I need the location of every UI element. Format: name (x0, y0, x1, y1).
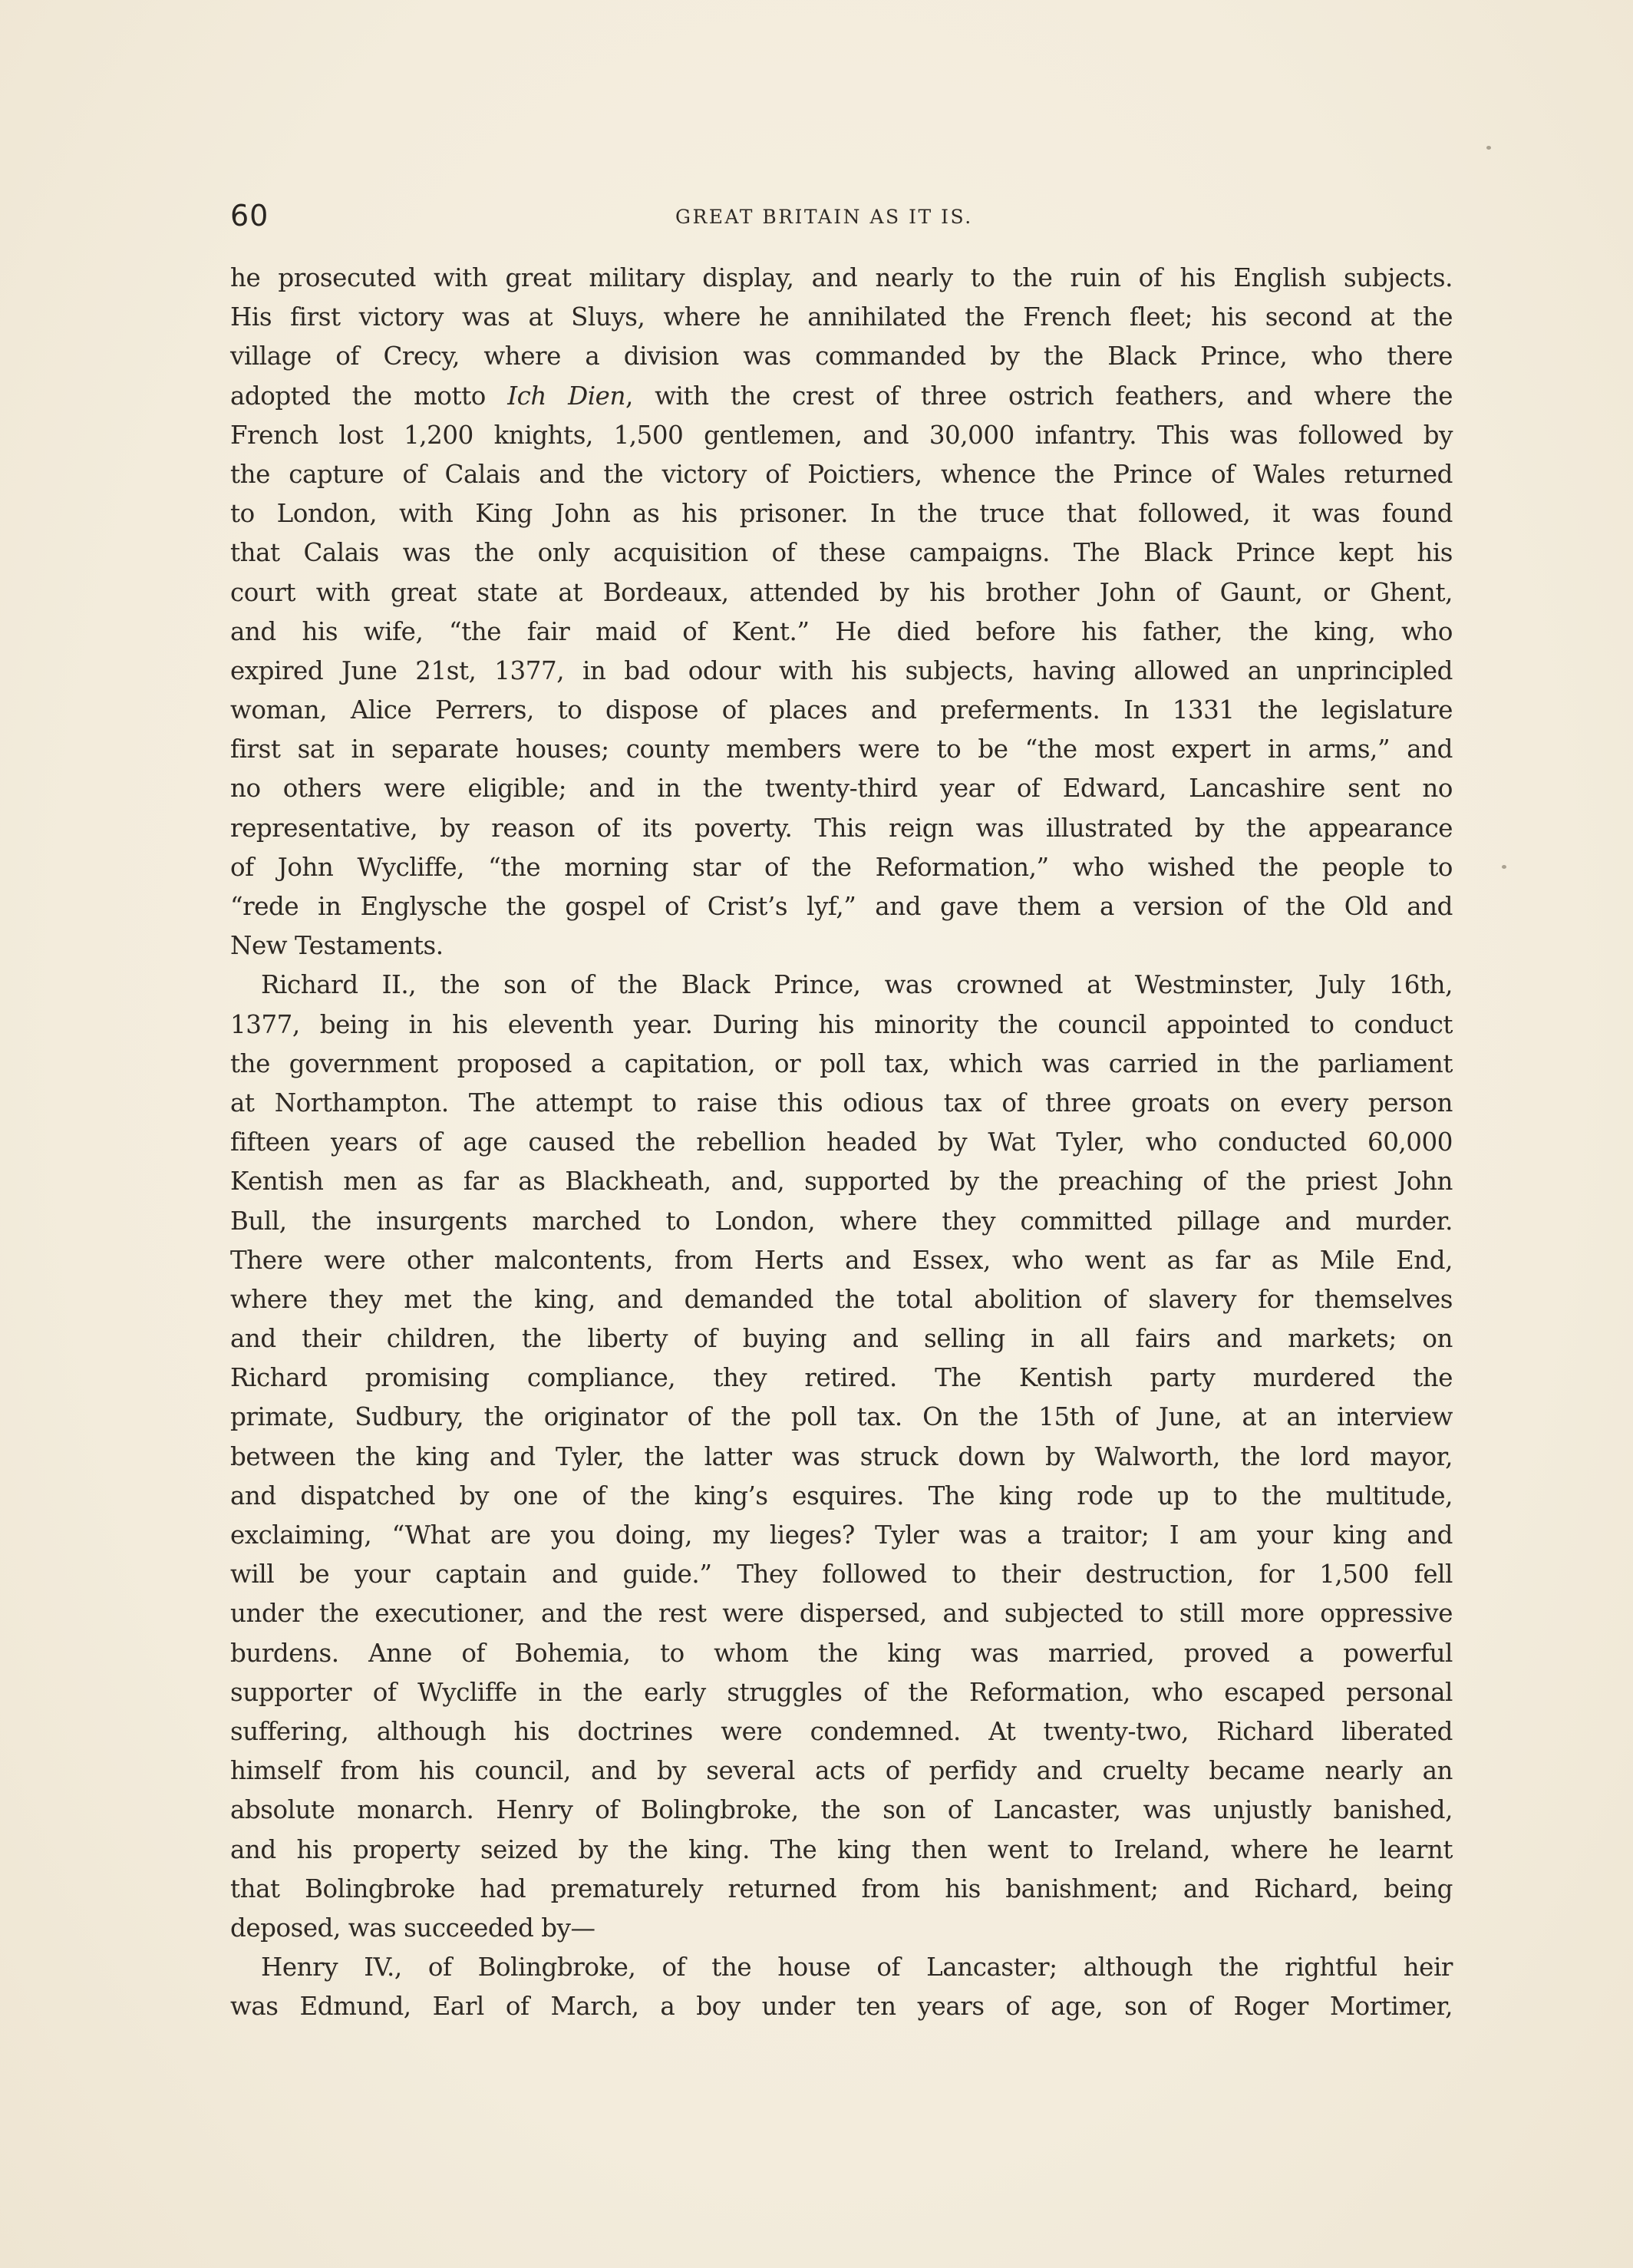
text-line: fifteen years of age caused the rebellion headed by Wat Tyler, who conducted 60,000 (230, 1127, 1453, 1157)
text-line: suffering, although his doctrines were condemned. At twenty-two, Richard liberated (230, 1716, 1453, 1746)
text-line: “rede in Englysche the gospel of Crist’s lyf,” and gave them a version of the Old and (230, 892, 1453, 921)
text-line: under the executioner, and the rest were dispersed, and subjected to still more oppressive (230, 1599, 1453, 1629)
motto-italic: Ich Dien (507, 381, 625, 411)
text-line: will be your captain and guide.” They followed to their destruction, for 1,500 fell (230, 1560, 1453, 1590)
text-line: and their children, the liberty of buying and selling in all fairs and markets; on (230, 1324, 1453, 1354)
text-line: There were other malcontents, from Herts and Essex, who went as far as Mile End, (230, 1245, 1453, 1275)
body-text (230, 259, 1453, 2026)
text-line: that Calais was the only acquisition of these campaigns. The Black Prince kept his (230, 538, 1453, 568)
text-line: 1377, being in his eleventh year. During his minority the council appointed to conduct (230, 1009, 1453, 1039)
text-line: primate, Sudbury, the originator of the poll tax. On the 15th of June, at an interview (230, 1402, 1453, 1432)
running-head: GREAT BRITAIN AS IT IS. (675, 206, 973, 228)
text-line: Richard promising compliance, they retired. The Kentish party murdered the (230, 1363, 1453, 1393)
text-line: Richard II., the son of the Black Prince, was crowned at Westminster, July 16th, (261, 970, 1453, 1000)
page-header (230, 198, 1412, 236)
text-line: to London, with King John as his prisoner. In the truce that followed, it was found (230, 499, 1453, 529)
text-line: expired June 21st, 1377, in bad odour with his subjects, having allowed an unprincipled (230, 655, 1453, 685)
text-line: first sat in separate houses; county members were to be “the most expert in arms,” and (230, 735, 1453, 764)
text-line: and his wife, “the fair maid of Kent.” He died before his father, the king, who (230, 616, 1453, 646)
text-line: burdens. Anne of Bohemia, to whom the king was married, proved a powerful (230, 1638, 1453, 1668)
paragraph-edward-iii (230, 259, 1453, 966)
paragraph-henry-iv (230, 1948, 1453, 2026)
text-line: himself from his council, and by several acts of perfidy and cruelty became nearly an (230, 1756, 1453, 1786)
text-line: adopted the motto Ich Dien, with the crest of three ostrich feathers, and where the (230, 381, 1453, 411)
text-line: court with great state at Bordeaux, attended by his brother John of Gaunt, or Ghent, (230, 577, 1453, 607)
text-line: was Edmund, Earl of March, a boy under ten years of age, son of Roger Mortimer, (230, 1992, 1453, 2022)
page-number: 60 (230, 199, 269, 233)
text-line: where they met the king, and demanded the total abolition of slavery for themselves (230, 1284, 1453, 1314)
paper-speck (1486, 146, 1491, 150)
text-line: that Bolingbroke had prematurely returned from his banishment; and Richard, being (230, 1873, 1453, 1903)
text-line: His first victory was at Sluys, where he annihilated the French fleet; his second at the (230, 302, 1453, 332)
text-line: New Testaments. (230, 931, 444, 961)
paper-speck (1502, 865, 1506, 869)
text-line: deposed, was succeeded by— (230, 1913, 595, 1943)
text-line: village of Crecy, where a division was commanded by the Black Prince, who there (230, 342, 1453, 371)
text-line: of John Wycliffe, “the morning star of the Reformation,” who wished the people to (230, 852, 1453, 882)
text-line: the capture of Calais and the victory of Poictiers, whence the Prince of Wales returned (230, 459, 1453, 489)
text-line: Bull, the insurgents marched to London, where they committed pillage and murder. (230, 1206, 1453, 1236)
text-line: Henry IV., of Bolingbroke, of the house of Lancaster; although the rightful heir (261, 1953, 1453, 1982)
text-line: the government proposed a capitation, or poll tax, which was carried in the parliament (230, 1048, 1453, 1078)
text-line: and dispatched by one of the king’s esquires. The king rode up to the multitude, (230, 1481, 1453, 1510)
text-line: supporter of Wycliffe in the early struggles of the Reformation, who escaped personal (230, 1677, 1453, 1707)
text-line: he prosecuted with great military display, and nearly to the ruin of his English subjects. (230, 263, 1453, 292)
text-line: at Northampton. The attempt to raise this odious tax of three groats on every person (230, 1088, 1453, 1117)
text-line: and his property seized by the king. The king then went to Ireland, where he learnt (230, 1834, 1453, 1864)
text-line: no others were eligible; and in the twenty-third year of Edward, Lancashire sent no (230, 774, 1453, 804)
paragraph-richard-ii (230, 966, 1453, 1948)
text-line: Kentish men as far as Blackheath, and, supported by the preaching of the priest John (230, 1167, 1453, 1197)
text-line: exclaiming, “What are you doing, my lieges? Tyler was a traitor; I am your king and (230, 1520, 1453, 1550)
text-line: between the king and Tyler, the latter was struck down by Walworth, the lord mayor, (230, 1441, 1453, 1471)
text-line: woman, Alice Perrers, to dispose of places and preferments. In 1331 the legislature (230, 695, 1453, 725)
text-line: representative, by reason of its poverty. This reign was illustrated by the appearance (230, 813, 1453, 843)
text-line: French lost 1,200 knights, 1,500 gentlemen, and 30,000 infantry. This was followed by (230, 420, 1453, 450)
text-line: absolute monarch. Henry of Bolingbroke, the son of Lancaster, was unjustly banished, (230, 1795, 1453, 1825)
